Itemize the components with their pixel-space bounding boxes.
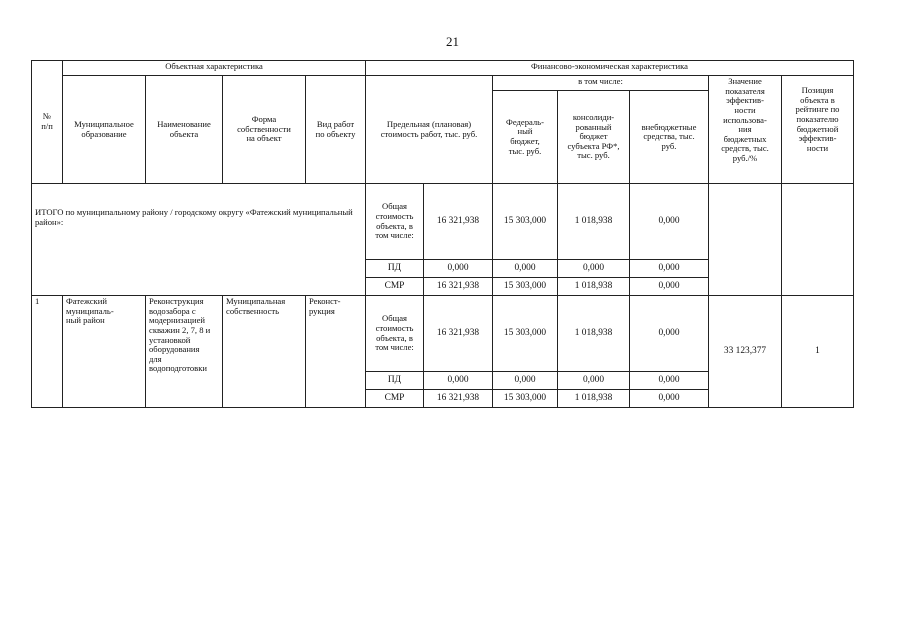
item-indicator: 33 123,377 [709, 296, 782, 408]
item-object-name: Реконструкция водозабора с модернизацией скважин 2, 7, 8 и установкой оборудования для водоподготовки [146, 296, 223, 408]
header-financial-characteristics: Финансово-экономическая характеристика [366, 61, 854, 76]
item-ownership: Муниципальная собственность [223, 296, 306, 408]
total-extrabudget: 0,000 [630, 184, 709, 260]
header-ownership: Форма собственности на объект [223, 76, 306, 184]
header-federal: Федераль- ный бюджет, тыс. руб. [493, 91, 558, 184]
total-pd-extrabudget: 0,000 [630, 260, 709, 278]
item-smr-federal: 15 303,000 [493, 390, 558, 408]
total-smr-consolidated: 1 018,938 [558, 278, 630, 296]
item-smr-consolidated: 1 018,938 [558, 390, 630, 408]
item-federal: 15 303,000 [493, 296, 558, 372]
item-smr-cost: 16 321,938 [424, 390, 493, 408]
item-num: 1 [32, 296, 63, 408]
header-indicator: Значение показателя эффектив- ности использова- ния бюджетных средств, тыс. руб./% [709, 76, 782, 184]
item-smr-label: СМР [366, 390, 424, 408]
item-cost: 16 321,938 [424, 296, 493, 372]
total-label: ИТОГО по муниципальному району / городскому округу «Фатежский муниципальный район»: [32, 184, 366, 296]
header-consolidated: консолиди- рованный бюджет субъекта РФ*, тыс. руб. [558, 91, 630, 184]
header-object-characteristics: Объектная характеристика [63, 61, 366, 76]
total-smr-extrabudget: 0,000 [630, 278, 709, 296]
item-extrabudget: 0,000 [630, 296, 709, 372]
header-rating: Позиция объекта в рейтинге по показателю бюджетной эффектив- ности [782, 76, 854, 184]
total-row-general [32, 184, 854, 260]
page-number: 21 [446, 34, 459, 49]
header-municipal: Муниципальное образование [63, 76, 146, 184]
item-pd-extrabudget: 0,000 [630, 372, 709, 390]
item-pd-federal: 0,000 [493, 372, 558, 390]
header-cost: Предельная (плановая) стоимость работ, тыс. руб. [366, 76, 493, 184]
total-pd-cost: 0,000 [424, 260, 493, 278]
header-extrabudget: внебюджетные средства, тыс. руб. [630, 91, 709, 184]
total-consolidated: 1 018,938 [558, 184, 630, 260]
total-row-label: Общая стоимость объекта, в том числе: [366, 184, 424, 260]
item-municipal: Фатежский муниципаль- ный район [63, 296, 146, 408]
total-cost: 16 321,938 [424, 184, 493, 260]
total-federal: 15 303,000 [493, 184, 558, 260]
item-pd-label: ПД [366, 372, 424, 390]
total-pd-federal: 0,000 [493, 260, 558, 278]
total-indicator-cell [709, 184, 782, 296]
item-row-general [32, 296, 854, 372]
item-row-label: Общая стоимость объекта, в том числе: [366, 296, 424, 372]
header-work-type: Вид работ по объекту [306, 76, 366, 184]
total-smr-federal: 15 303,000 [493, 278, 558, 296]
item-work-type: Реконст- рукция [306, 296, 366, 408]
header-including: в том числе: [493, 76, 709, 91]
total-pd-consolidated: 0,000 [558, 260, 630, 278]
item-consolidated: 1 018,938 [558, 296, 630, 372]
item-pd-consolidated: 0,000 [558, 372, 630, 390]
total-pd-label: ПД [366, 260, 424, 278]
header-num: № п/п [32, 61, 63, 184]
total-smr-cost: 16 321,938 [424, 278, 493, 296]
financial-table [31, 60, 854, 408]
item-rating: 1 [782, 296, 854, 408]
item-pd-cost: 0,000 [424, 372, 493, 390]
header-object-name: Наименование объекта [146, 76, 223, 184]
total-rating-cell [782, 184, 854, 296]
item-smr-extrabudget: 0,000 [630, 390, 709, 408]
total-smr-label: СМР [366, 278, 424, 296]
